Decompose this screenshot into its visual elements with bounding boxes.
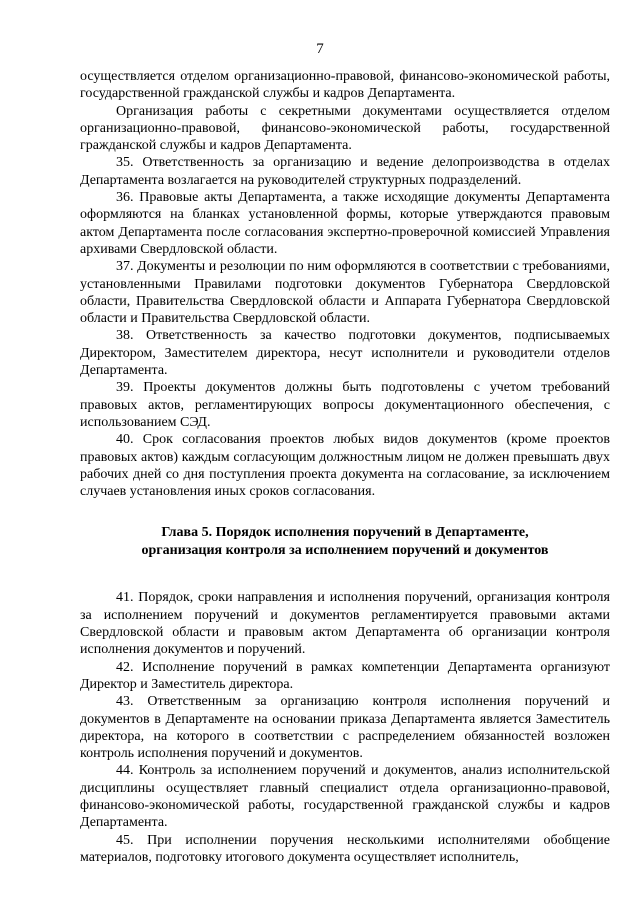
paragraph-continuation: осуществляется отделом организационно-правовой, финансово-экономической работы, государственной гражданской службы и кадров Департамента. xyxy=(80,69,610,102)
paragraph-secret-documents: Организация работы с секретными документами осуществляется отделом организационно-правовой, финансово-экономической работы, государственной гражданской службы и кадров Департамента. xyxy=(80,103,610,154)
page-number: 7 xyxy=(316,41,324,57)
paragraph-45: 45. При исполнении поручения несколькими исполнителями обобщение материалов, подготовку итогового документа осуществляет исполнитель, xyxy=(80,832,610,865)
paragraph-43: 43. Ответственным за организацию контроля исполнения поручений и документов в Департаменте на основании приказа Департамента является Заместитель директора, на которого в соответствии с распределением обязанностей возложен контроль исполнения поручений и документов. xyxy=(80,694,610,762)
paragraph-40: 40. Срок согласования проектов любых видов документов (кроме проектов правовых актов) каждым согласующим должностным лицом не должен превышать двух рабочих дней со дня поступления проекта документа на согласование, за исключением случаев установления иных сроков согласования. xyxy=(80,432,610,500)
paragraph-44: 44. Контроль за исполнением поручений и документов, анализ исполнительской дисциплины осуществляет главный специалист отдела организационно-правовой, финансово-экономической работы, государственной гражданской службы и кадров Департамента. xyxy=(80,763,610,831)
paragraph-42: 42. Исполнение поручений в рамках компетенции Департамента организуют Директор и Заместитель директора. xyxy=(80,659,610,692)
paragraph-41: 41. Порядок, сроки направления и исполнения поручений, организация контроля за исполнением поручений и документов регламентируется правовыми актами Свердловской области и правовым актом Департамента об организации контроля исполнения документов и поручений. xyxy=(80,590,610,658)
document-body xyxy=(80,68,610,866)
chapter-heading-line-1: Глава 5. Порядок исполнения поручений в Департаменте, xyxy=(161,525,529,541)
paragraph-35: 35. Ответственность за организацию и ведение делопроизводства в отделах Департамента возлагается на руководителей структурных подразделений. xyxy=(80,155,610,188)
paragraph-38: 38. Ответственность за качество подготовки документов, подписываемых Директором, Заместителем директора, несут исполнители и руководители отделов Департамента. xyxy=(80,328,610,379)
chapter-heading-line-2: организация контроля за исполнением поручений и документов xyxy=(141,542,549,558)
chapter-heading xyxy=(80,524,610,559)
paragraph-39: 39. Проекты документов должны быть подготовлены с учетом требований правовых актов, регламентирующих вопросы документационного обеспечения, с использованием СЭД. xyxy=(80,380,610,430)
paragraph-36: 36. Правовые акты Департамента, а также исходящие документы Департамента оформляются на бланках установленной формы, которые утверждаются правовым актом Департамента после согласования экспертно-проверочной комиссией Управления архивами Свердловской области. xyxy=(80,190,610,257)
paragraph-37: 37. Документы и резолюции по ним оформляются в соответствии с требованиями, установленными Правилами подготовки документов Губернатора Свердловской области, Правительства Свердловской области и Аппарата Губернатора Свердловской области и Правительства Свердловской области. xyxy=(80,259,610,327)
